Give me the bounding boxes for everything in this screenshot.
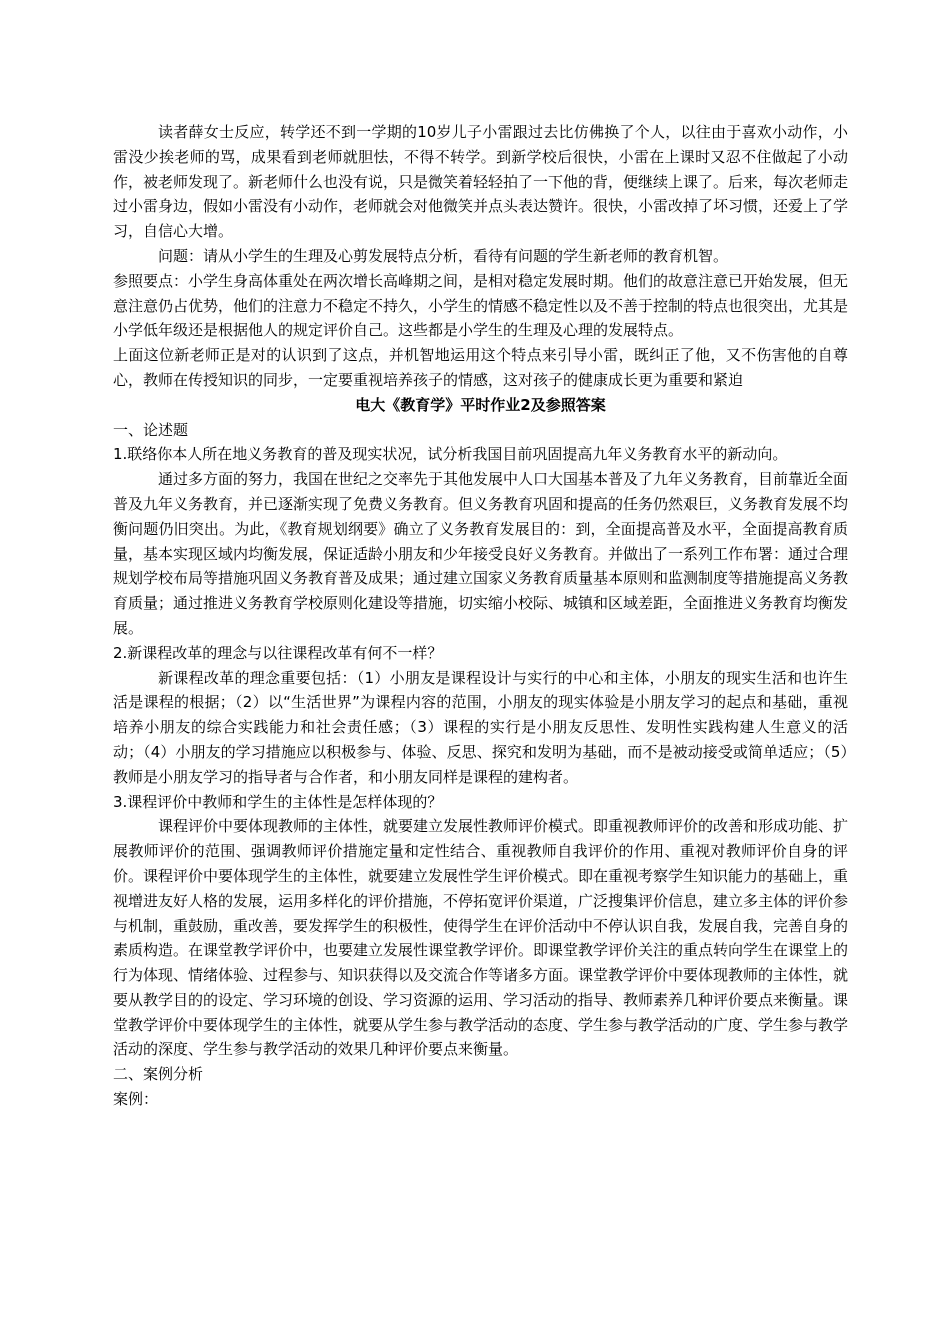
case-story-paragraph: 读者薛女士反应，转学还不到一学期的10岁儿子小雷跟过去比仿佛换了个人，以往由于喜欢小动作，小雷没少挨老师的骂，成果看到老师就胆怯，不得不转学。到新学校后很快，小雷在上课时又忍不住做起了小动作，被老师发现了。新老师什么也没有说，只是微笑着轻轻拍了一下他的背，便继续上课了。后来，每次老师走过小雷身边，假如小雷没有小动作，老师就会对他微笑并点头表达赞许。很快，小雷改掉了坏习惯，还爱上了学习，自信心大增。 xyxy=(113,123,849,241)
part-one-heading: 一、论述题 xyxy=(113,420,189,439)
question-2-heading: 2.新课程改革的理念与以往课程改革有何不一样？ xyxy=(113,643,443,662)
case-label: 案例： xyxy=(113,1090,159,1109)
conclusion-paragraph: 上面这位新老师正是对的认识到了这点，并机智地运用这个特点来引导小雷，既纠正了他，又不伤害他的自尊心，教师在传授知识的同步，一定要重视培养孩子的情感，这对孩子的健康成长更为重要和紧迫 xyxy=(113,346,848,389)
section-title: 电大《教育学》平时作业2及参照答案 xyxy=(355,395,606,414)
part-two-heading: 二、案例分析 xyxy=(113,1065,204,1084)
answer-1-paragraph: 通过多方面的努力，我国在世纪之交率先于其他发展中人口大国基本普及了九年义务教育，目前靠近全面普及九年义务教育，并已逐渐实现了免费义务教育。但义务教育巩固和提高的任务仍然艰巨，义务教育发展不均衡问题仍旧突出。为此，《教育规划纲要》确立了义务教育发展目的：到，全面提高普及水平，全面提高教育质量，基本实现区域内均衡发展，保证适龄小朋友和少年接受良好义务教育。并做出了一系列工作布署：通过合理规划学校布局等措施巩固义务教育普及成果；通过建立国家义务教育质量基本原则和监测制度等措施提高义务教育质量；通过推进义务教育学校原则化建设等措施，切实缩小校际、城镇和区域差距，全面推进义务教育均衡发展。 xyxy=(113,470,849,637)
question-3-heading: 3.课程评价中教师和学生的主体性是怎样体现的？ xyxy=(113,792,443,811)
question-paragraph: 问题：请从小学生的生理及心剪发展特点分析，看待有问题的学生新老师的教育机智。 xyxy=(158,246,729,265)
reference-points-paragraph: 参照要点：小学生身高体重处在两次增长高峰期之间，是相对稳定发展时期。他们的故意注意已开始发展，但无意注意仍占优势，他们的注意力不稳定不持久，小学生的情感不稳定性以及不善于控制的特点也很突出，尤其是小学低年级还是根据他人的规定评价自己。这些都是小学生的生理及心理的发展特点。 xyxy=(113,271,849,340)
answer-3-paragraph: 课程评价中要体现教师的主体性，就要建立发展性教师评价模式。即重视教师评价的改善和形成功能、扩展教师评价的范围、强调教师评价措施定量和定性结合、重视教师自我评价的作用、重视对教师评价自身的评价。课程评价中要体现学生的主体性，就要建立发展性学生评价模式。即在重视考察学生知识能力的基础上，重视增进友好人格的发展，运用多样化的评价措施，不停拓宽评价渠道，广泛搜集评价信息，建立多主体的评价参与机制，重鼓励，重改善，要发挥学生的积极性，使得学生在评价活动中不停认识自我，发展自我，完善自身的素质构造。在课堂教学评价中，也要建立发展性课堂教学评价。即课堂教学评价关注的重点转向学生在课堂上的行为体现、情绪体验、过程参与、知识获得以及交流合作等诸多方面。课堂教学评价中要体现教师的主体性，就要从教学目的的设定、学习环境的创设、学习资源的运用、学习活动的指导、教师素养几种评价要点来衡量。课堂教学评价中要体现学生的主体性，就要从学生参与教学活动的态度、学生参与教学活动的广度、学生参与教学活动的深度、学生参与教学活动的效果几种评价要点来衡量。 xyxy=(113,817,849,1059)
document-page xyxy=(113,120,848,1112)
question-1-heading: 1.联络你本人所在地义务教育的普及现实状况，试分析我国目前巩固提高九年义务教育水平的新动向。 xyxy=(113,445,788,464)
answer-2-paragraph: 新课程改革的理念重要包括：（1）小朋友是课程设计与实行的中心和主体，小朋友的现实生活和也许生活是课程的根据；（2）以“生活世界”为课程内容的范围，小朋友的现实体验是小朋友学习的起点和基础，重视培养小朋友的综合实践能力和社会责任感；（3）课程的实行是小朋友反思性、发明性实践构建人生意义的活动；（4）小朋友的学习措施应以积极参与、体验、反思、探究和发明为基础，而不是被动接受或简单适应；（5）教师是小朋友学习的指导者与合作者，和小朋友同样是课程的建构者。 xyxy=(113,668,848,786)
